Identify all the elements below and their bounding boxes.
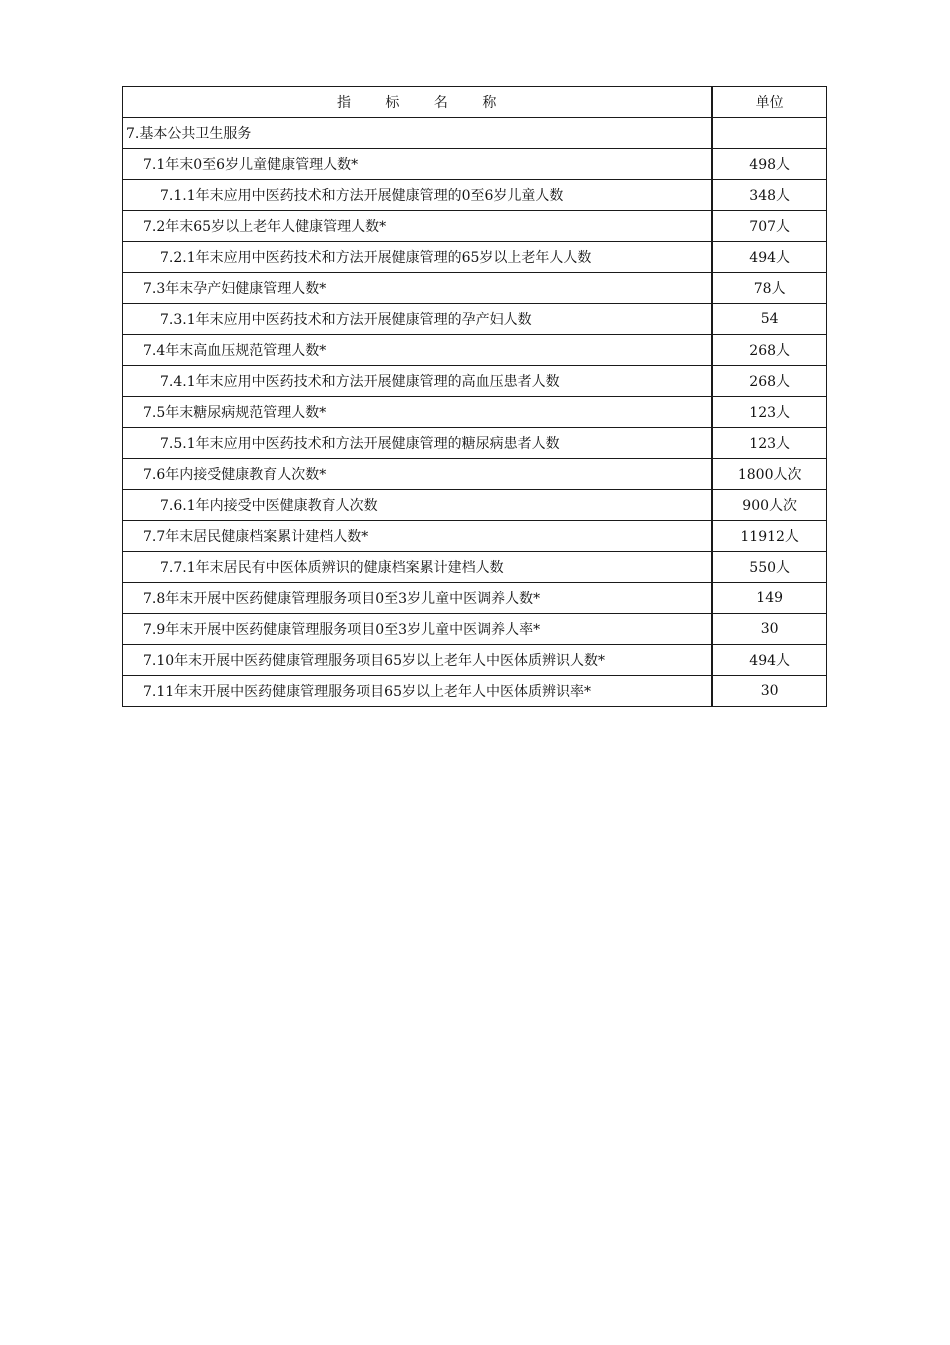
indicator-name-cell: 7.6.1年内接受中医健康教育人次数 (123, 490, 713, 521)
section-title: 7.基本公共卫生服务 (123, 118, 713, 149)
indicator-value-cell: 123人 (712, 428, 826, 459)
indicator-value-cell: 149 (712, 583, 826, 614)
indicator-value-cell: 30 (712, 676, 826, 707)
section-row (123, 118, 827, 149)
indicator-name-cell: 7.4.1年末应用中医药技术和方法开展健康管理的高血压患者人数 (123, 366, 713, 397)
indicator-value-cell: 78人 (712, 273, 826, 304)
header-indicator-name-text: 指 标 名 称 (336, 95, 498, 111)
table-row (123, 583, 827, 614)
indicator-name-cell: 7.2年末65岁以上老年人健康管理人数* (123, 211, 713, 242)
table-row (123, 459, 827, 490)
indicator-name-cell: 7.8年末开展中医药健康管理服务项目0至3岁儿童中医调养人数* (123, 583, 713, 614)
indicator-name-cell: 7.7年末居民健康档案累计建档人数* (123, 521, 713, 552)
indicator-name-cell: 7.11年末开展中医药健康管理服务项目65岁以上老年人中医体质辨识率* (123, 676, 713, 707)
indicator-name-cell: 7.4年末高血压规范管理人数* (123, 335, 713, 366)
indicator-value-cell: 1800人次 (712, 459, 826, 490)
table-row (123, 645, 827, 676)
header-indicator-name (123, 87, 713, 118)
indicator-value-cell: 707人 (712, 211, 826, 242)
indicator-value-cell: 30 (712, 614, 826, 645)
table-row (123, 335, 827, 366)
table-row (123, 428, 827, 459)
indicator-value-cell: 498人 (712, 149, 826, 180)
indicator-name-cell: 7.2.1年末应用中医药技术和方法开展健康管理的65岁以上老年人人数 (123, 242, 713, 273)
table-row (123, 366, 827, 397)
table-row (123, 211, 827, 242)
table-row (123, 242, 827, 273)
header-unit: 单位 (712, 87, 826, 118)
indicator-table (122, 86, 827, 707)
table-row (123, 273, 827, 304)
table-row (123, 552, 827, 583)
indicator-name-cell: 7.1年末0至6岁儿童健康管理人数* (123, 149, 713, 180)
indicator-name-cell: 7.5.1年末应用中医药技术和方法开展健康管理的糖尿病患者人数 (123, 428, 713, 459)
section-unit-empty (712, 118, 826, 149)
indicator-name-cell: 7.9年末开展中医药健康管理服务项目0至3岁儿童中医调养人率* (123, 614, 713, 645)
indicator-value-cell: 268人 (712, 366, 826, 397)
table-row (123, 149, 827, 180)
table-row (123, 614, 827, 645)
indicator-name-cell: 7.7.1年末居民有中医体质辨识的健康档案累计建档人数 (123, 552, 713, 583)
table-header-row (123, 87, 827, 118)
indicator-value-cell: 123人 (712, 397, 826, 428)
indicator-value-cell: 54 (712, 304, 826, 335)
indicator-value-cell: 348人 (712, 180, 826, 211)
indicator-name-cell: 7.3.1年末应用中医药技术和方法开展健康管理的孕产妇人数 (123, 304, 713, 335)
indicator-value-cell: 268人 (712, 335, 826, 366)
indicator-name-cell: 7.6年内接受健康教育人次数* (123, 459, 713, 490)
table-row (123, 490, 827, 521)
indicator-name-cell: 7.5年末糖尿病规范管理人数* (123, 397, 713, 428)
indicator-value-cell: 900人次 (712, 490, 826, 521)
table-row (123, 676, 827, 707)
indicator-name-cell: 7.1.1年末应用中医药技术和方法开展健康管理的0至6岁儿童人数 (123, 180, 713, 211)
indicator-value-cell: 550人 (712, 552, 826, 583)
indicator-value-cell: 494人 (712, 645, 826, 676)
indicator-name-cell: 7.3年末孕产妇健康管理人数* (123, 273, 713, 304)
table-row (123, 180, 827, 211)
table-row (123, 521, 827, 552)
indicator-name-cell: 7.10年末开展中医药健康管理服务项目65岁以上老年人中医体质辨识人数* (123, 645, 713, 676)
indicator-value-cell: 11912人 (712, 521, 826, 552)
table-row (123, 397, 827, 428)
table-row (123, 304, 827, 335)
indicator-value-cell: 494人 (712, 242, 826, 273)
